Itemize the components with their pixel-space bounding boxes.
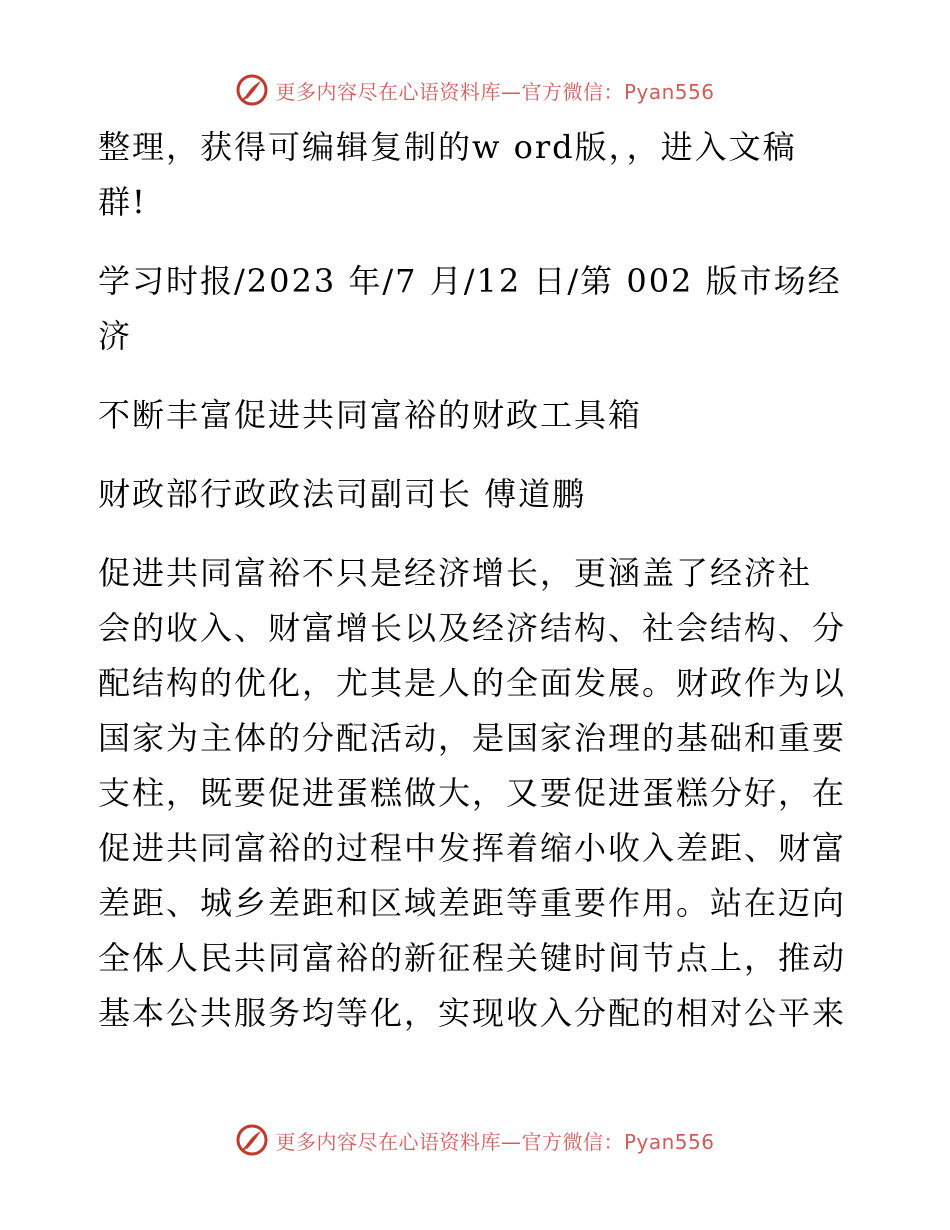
body-line: 促进共同富裕不只是经济增长，更涵盖了经济社 bbox=[98, 554, 813, 592]
footer-banner bbox=[0, 1120, 950, 1160]
intro-line-2: 群! bbox=[98, 183, 147, 221]
header-banner bbox=[0, 70, 950, 110]
body-line: 国家为主体的分配活动，是国家治理的基础和重要 bbox=[98, 719, 847, 757]
quill-logo-icon bbox=[235, 1123, 269, 1157]
body-line: 促进共同富裕的过程中发挥着缩小收入差距、财富 bbox=[98, 829, 847, 867]
body-line: 差距、城乡差距和区域差距等重要作用。站在迈向 bbox=[98, 884, 847, 922]
body-line: 会的收入、财富增长以及经济结构、社会结构、分 bbox=[98, 609, 847, 647]
article-title: 不断丰富促进共同富裕的财政工具箱 bbox=[98, 396, 643, 434]
intro-line-1: 整理，获得可编辑复制的w ord版，，进入文稿 bbox=[98, 128, 797, 166]
quill-logo-icon bbox=[235, 73, 269, 107]
body-line: 配结构的优化，尤其是人的全面发展。财政作为以 bbox=[98, 664, 847, 702]
source-line-2: 济 bbox=[98, 317, 133, 355]
document-body bbox=[98, 120, 850, 1041]
footer-banner-text: 更多内容尽在心语资料库—官方微信：Pyan556 bbox=[275, 1129, 715, 1154]
article-author: 财政部行政政法司副司长 傅道鹏 bbox=[98, 475, 587, 513]
source-line-1: 学习时报/2023 年/7 月/12 日/第 002 版市场经 bbox=[98, 262, 842, 300]
body-line: 支柱，既要促进蛋糕做大，又要促进蛋糕分好，在 bbox=[98, 774, 847, 812]
body-line: 全体人民共同富裕的新征程关键时间节点上，推动 bbox=[98, 939, 847, 977]
body-line: 基本公共服务均等化，实现收入分配的相对公平来 bbox=[98, 994, 847, 1032]
header-banner-text: 更多内容尽在心语资料库—官方微信：Pyan556 bbox=[275, 79, 715, 104]
